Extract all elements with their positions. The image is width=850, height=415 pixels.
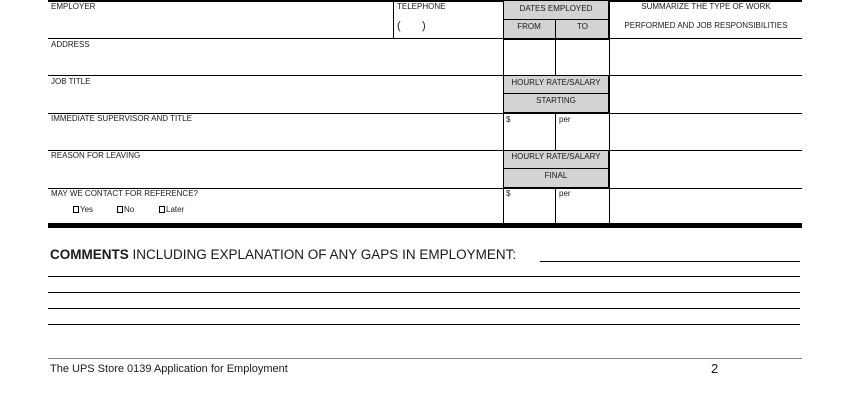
starting-per-label: per — [559, 115, 571, 124]
dates-subheader-divider — [503, 19, 609, 20]
final-wage-divider — [503, 168, 609, 169]
address-input[interactable] — [51, 52, 496, 72]
comments-input-2[interactable] — [50, 262, 798, 275]
telephone-label: TELEPHONE — [397, 2, 446, 11]
telephone-column-divider — [393, 0, 394, 38]
dates-employed-header: DATES EMPLOYED — [519, 4, 593, 13]
comments-heading-rest: INCLUDING EXPLANATION OF ANY GAPS IN EMPLOYMENT: — [128, 247, 517, 262]
job-title-input[interactable] — [51, 89, 496, 109]
contact-reference-label: MAY WE CONTACT FOR REFERENCE? — [51, 189, 198, 198]
final-per-divider — [555, 188, 556, 223]
final-per-input[interactable] — [558, 200, 606, 220]
starting-per-divider — [555, 113, 556, 150]
footer-title: The UPS Store 0139 Application for Employment — [50, 363, 288, 375]
footer-rule — [48, 358, 802, 359]
supervisor-label: IMMEDIATE SUPERVISOR AND TITLE — [51, 114, 192, 123]
employer-label: EMPLOYER — [51, 2, 96, 11]
starting-per-input[interactable] — [558, 126, 606, 146]
row-line-employer — [48, 38, 802, 39]
comments-line-3 — [48, 292, 800, 293]
page-number: 2 — [711, 361, 719, 376]
contact-no-label: No — [124, 205, 135, 214]
to-label: TO — [577, 22, 588, 31]
contact-later-label: Later — [166, 205, 185, 214]
summary-header-line1: SUMMARIZE THE TYPE OF WORK — [641, 2, 771, 11]
comments-input-3[interactable] — [50, 278, 798, 291]
starting-wage-input[interactable] — [505, 126, 553, 146]
job-title-label: JOB TITLE — [51, 77, 91, 86]
comments-bold-label: COMMENTS — [50, 247, 129, 262]
employer-input[interactable] — [51, 14, 389, 34]
contact-yes-label: Yes — [80, 205, 94, 214]
starting-wage-header: HOURLY RATE/SALARY — [511, 78, 601, 87]
starting-wage-divider — [503, 93, 609, 94]
contact-later-checkbox[interactable] — [159, 206, 165, 213]
from-label: FROM — [517, 22, 541, 31]
comments-line-5 — [48, 324, 800, 325]
comments-line-2 — [48, 276, 800, 277]
reason-for-leaving-label: REASON FOR LEAVING — [51, 151, 141, 160]
final-label: FINAL — [544, 171, 568, 180]
wage-column-right — [609, 0, 610, 223]
supervisor-input[interactable] — [51, 126, 496, 146]
date-to-input[interactable] — [558, 42, 606, 72]
final-dollar-sign: $ — [506, 189, 511, 198]
telephone-parens: ( ) — [397, 20, 426, 32]
final-wage-input[interactable] — [505, 200, 553, 220]
telephone-input[interactable] — [410, 21, 498, 35]
comments-heading — [50, 247, 516, 262]
comments-line-4 — [48, 308, 800, 309]
comments-input-4[interactable] — [50, 294, 798, 307]
starting-label: STARTING — [536, 96, 576, 105]
job-responsibilities-textarea[interactable] — [613, 42, 799, 220]
wage-column-left — [503, 0, 504, 223]
date-from-input[interactable] — [505, 42, 553, 72]
address-label: ADDRESS — [51, 40, 90, 49]
reason-for-leaving-input[interactable] — [51, 164, 496, 184]
final-wage-header: HOURLY RATE/SALARY — [511, 152, 601, 161]
contact-yes-checkbox[interactable] — [73, 206, 79, 213]
contact-no-checkbox[interactable] — [117, 206, 123, 213]
comments-input-1[interactable] — [540, 247, 800, 260]
section-divider-bar — [48, 223, 802, 228]
summary-header-line2: PERFORMED AND JOB RESPONSIBILITIES — [624, 21, 788, 30]
comments-input-5[interactable] — [50, 310, 798, 323]
final-per-label: per — [559, 189, 571, 198]
starting-dollar-sign: $ — [506, 115, 511, 124]
